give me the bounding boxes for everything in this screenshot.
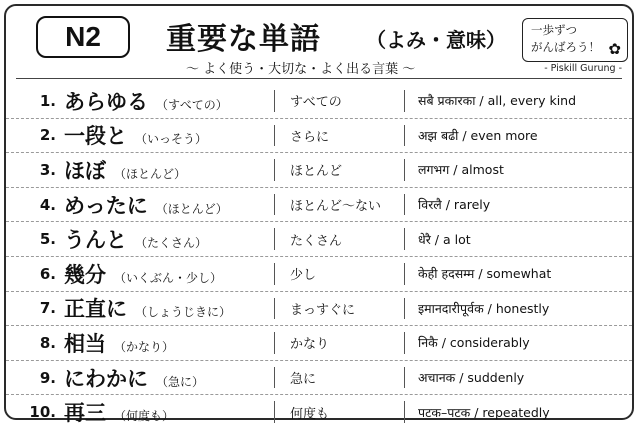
row-number: 1. [39,91,56,110]
column-divider [404,401,405,423]
vocab-row [6,326,632,361]
japanese-meaning: かなり [290,337,330,353]
row-number: 3. [39,160,56,179]
column-divider [274,90,275,112]
word-reading: （いくぶん・少し） [114,270,223,285]
encouragement-line-2: がんばろう！ [531,40,600,54]
column-divider [274,367,275,389]
row-number: 6. [39,264,56,283]
word-text: 再三 [64,401,106,426]
author-credit: - Piskill Gurung - [544,63,622,74]
japanese-meaning: 急に [290,372,317,388]
column-divider [404,228,405,250]
column-divider [404,367,405,389]
translation: अझ बढी / even more [418,127,538,143]
vocab-row [6,361,632,396]
japanese-meaning: たくさん [290,233,343,249]
vocab-row [6,84,632,119]
column-divider [404,125,405,147]
word-reading: （すべての） [156,97,228,112]
vocab-word [64,328,174,358]
column-divider [274,125,275,147]
translation: धेरै / a lot [418,231,471,247]
word-reading: （かなり） [114,339,175,354]
japanese-meaning: ほとんど [290,164,343,180]
word-text: 幾分 [64,262,106,287]
word-text: あらゆる [64,89,148,114]
vocab-row [6,395,632,429]
word-reading: （ほとんど） [155,201,228,216]
vocab-word [64,363,204,393]
word-text: 一段と [64,124,127,149]
japanese-meaning: 少し [290,268,317,284]
vocab-word [64,155,186,185]
flower-icon: ✿ [608,40,621,58]
translation: अचानक / suddenly [418,370,525,386]
row-number: 8. [39,333,56,352]
vocab-word [64,259,222,289]
word-text: うんと [64,228,127,253]
page-title: 重要な単語 [166,22,321,57]
word-text: にわかに [64,366,148,391]
vocab-row [6,292,632,327]
translation: इमानदारीपूर्वक / honestly [418,300,550,316]
japanese-meaning: 何度も [290,406,330,422]
row-number: 5. [39,230,56,249]
translation: निकै / considerably [418,335,530,351]
japanese-meaning: まっすぐに [290,302,356,318]
translation: पटक–पटक / repeatedly [418,404,550,420]
word-reading: （しょうじきに） [135,305,232,320]
vocab-word [64,397,174,427]
japanese-meaning: さらに [290,129,330,145]
vocab-word [64,86,228,116]
vocab-word [64,224,207,254]
translation: विरलै / rarely [418,197,491,213]
column-divider [274,332,275,354]
word-reading: （急に） [156,374,205,389]
vocabulary-list [6,84,632,429]
level-badge: N2 [36,16,130,58]
column-divider [274,159,275,181]
vocab-row [6,257,632,292]
encouragement-box [522,18,628,62]
column-divider [274,298,275,320]
translation: लगभग / almost [418,162,504,178]
word-reading: （たくさん） [135,236,208,251]
row-number: 2. [39,126,56,145]
vocab-word [64,190,228,220]
title-reading-note: （よみ・意味） [366,28,506,52]
column-divider [404,332,405,354]
word-reading: （ほとんど） [114,166,187,181]
column-divider [404,90,405,112]
translation: केही हदसम्म / somewhat [418,266,552,282]
row-number: 7. [39,299,56,318]
column-divider [274,263,275,285]
vocab-row [6,153,632,188]
japanese-meaning: ほとんど〜ない [290,199,382,215]
column-divider [404,159,405,181]
word-text: 正直に [64,297,127,322]
word-text: ほぼ [64,158,106,183]
header-divider [16,78,622,79]
word-reading: （いっそう） [135,132,208,147]
vocabulary-card [4,4,634,426]
word-text: めったに [64,193,148,218]
encouragement-line-1: 一歩ずつ [531,23,577,37]
row-number: 10. [29,403,56,422]
row-number: 4. [39,195,56,214]
translation: सबै प्रकारका / all, every kind [418,93,577,109]
subtitle: 〜 よく使う・大切な・よく出る言葉 〜 [186,62,416,77]
vocab-row [6,188,632,223]
column-divider [274,228,275,250]
vocab-row [6,119,632,154]
column-divider [404,194,405,216]
column-divider [274,194,275,216]
vocab-row [6,222,632,257]
column-divider [274,401,275,423]
column-divider [404,298,405,320]
vocab-word [64,120,207,150]
vocab-word [64,293,231,323]
column-divider [404,263,405,285]
word-reading: （何度も） [114,409,175,424]
word-text: 相当 [64,331,106,356]
japanese-meaning: すべての [290,95,342,111]
row-number: 9. [39,368,56,387]
